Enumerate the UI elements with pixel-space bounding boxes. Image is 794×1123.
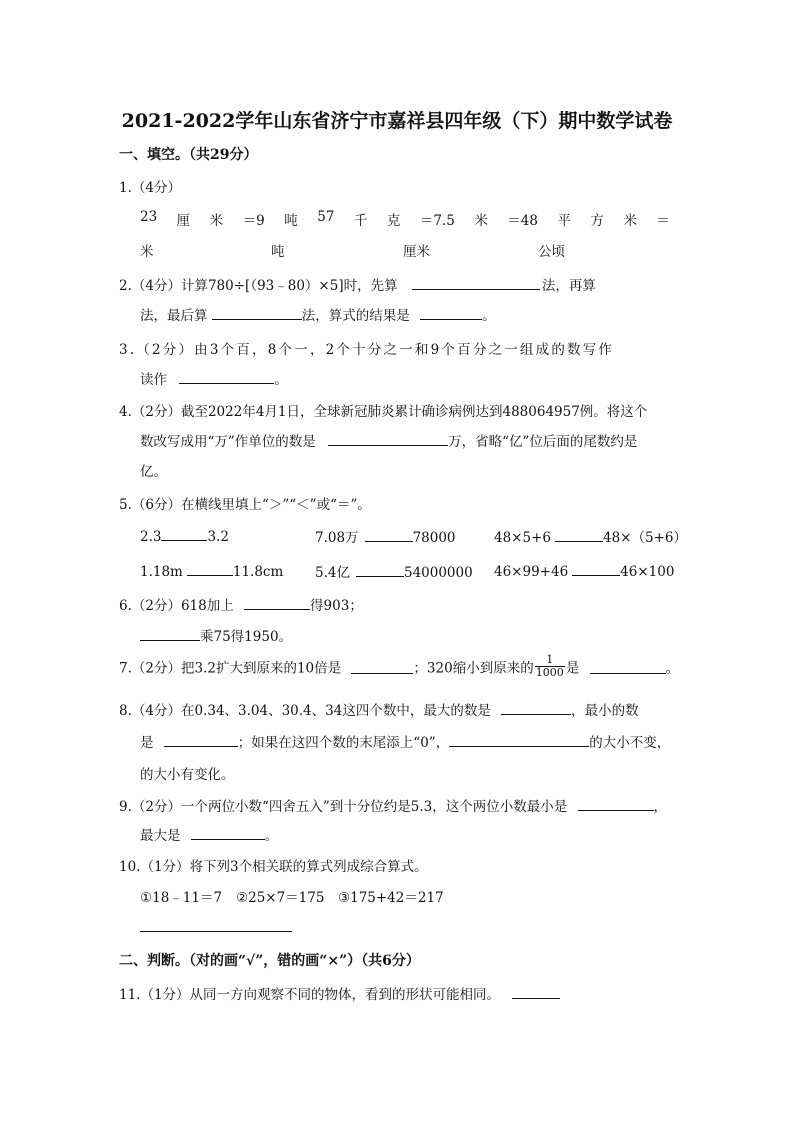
q1-token: 米 <box>474 213 488 229</box>
answer-line[interactable] <box>140 931 292 932</box>
question-10: 10.（1分）将下列3个相关联的算式列成综合算式。 <box>119 859 428 875</box>
question-5-header: 5.（6分）在横线里填上“＞”“＜”或“＝”。 <box>119 497 371 513</box>
q5-left: 48×5+6 <box>494 530 551 546</box>
q5-right: 3.2 <box>207 529 229 545</box>
q7-text: 。 <box>665 660 679 677</box>
expression-item: ③175+42＝217 <box>338 890 444 906</box>
q7-text: 是 <box>565 660 580 677</box>
fraction <box>535 654 565 679</box>
fraction-numerator: 1 <box>535 654 565 667</box>
q4-text: 万，省略“亿”位后面的尾数约是 <box>448 434 638 450</box>
question-9 <box>119 795 667 815</box>
question-9-line2 <box>140 824 278 844</box>
q1-unit: 公顷 <box>538 244 565 260</box>
q6-text: 6.（2分）618加上 <box>119 598 234 614</box>
answer-blank[interactable] <box>179 369 274 384</box>
answer-blank[interactable] <box>140 626 200 641</box>
q1-token: 吨 <box>284 213 298 229</box>
q1-token: 23 <box>140 209 158 225</box>
q1-token: 米 <box>623 213 637 229</box>
q2-text: 。 <box>482 308 496 324</box>
answer-blank[interactable] <box>328 431 448 446</box>
q3-text: 读作 <box>140 372 167 388</box>
q2-text: 2.（4分）计算780÷[（93﹣80）×5]时，先算 <box>119 278 398 294</box>
answer-blank[interactable] <box>572 561 620 576</box>
q5-right: 48×（5+6） <box>602 530 687 546</box>
expression-item: ②25×7＝175 <box>236 890 325 906</box>
q1-token: 米 <box>209 213 224 229</box>
q6-text: 得903； <box>310 598 363 614</box>
answer-blank[interactable] <box>512 984 560 999</box>
q5-right: 46×100 <box>620 564 675 580</box>
q2-text: 法，最后算 <box>140 308 208 324</box>
q5-right: 11.8cm <box>232 564 284 580</box>
q5-left: 1.18m <box>140 564 183 580</box>
q2-text: 法，再算 <box>541 278 596 294</box>
q7-text: ；320缩小到原来的 <box>413 660 534 677</box>
question-8 <box>119 699 639 719</box>
page-title: 2021-2022学年山东省济宁市嘉祥县四年级（下）期中数学试卷 <box>121 110 673 132</box>
comparison-item <box>315 526 456 546</box>
answer-blank[interactable] <box>578 796 654 811</box>
question-4-line3: 亿。 <box>140 464 167 480</box>
q7-text: 7.（2分）把3.2扩大到原来的10倍是 <box>119 660 342 677</box>
q3-text: 。 <box>274 372 288 388</box>
answer-blank[interactable] <box>365 527 413 542</box>
q1-unit: 厘米 <box>403 244 430 260</box>
question-6-line2 <box>140 625 292 645</box>
q9-text: 最大是 <box>140 828 181 844</box>
q8-text: 8.（4分）在0.34、3.04、30.4、34这四个数中，最大的数是 <box>119 703 491 719</box>
q8-text: 的大小不变， <box>589 735 671 751</box>
q5-left: 2.3 <box>140 529 162 545</box>
answer-blank[interactable] <box>449 732 589 747</box>
section-heading: 二、判断。（对的画“√”，错的画“×”）（共6分） <box>119 953 420 969</box>
fraction-denominator: 1000 <box>535 666 564 679</box>
q9-text: ， <box>653 799 668 815</box>
comparison-item <box>140 526 229 545</box>
comparison-item <box>494 561 674 580</box>
q1-token: 克 <box>386 213 401 229</box>
question-2 <box>119 274 596 294</box>
q4-text: 数改写成用“万”作单位的数是 <box>140 434 316 450</box>
answer-blank[interactable] <box>244 595 310 610</box>
answer-blank[interactable] <box>501 700 571 715</box>
q9-text: 9.（2分）一个两位小数“四舍五入”到十分位约是5.3，这个两位小数最小是 <box>119 799 568 815</box>
q8-text: 是 <box>140 735 154 751</box>
answer-blank[interactable] <box>590 659 666 674</box>
answer-blank[interactable] <box>164 732 238 747</box>
question-3-line2 <box>140 368 288 388</box>
q5-left: 5.4亿 <box>315 565 350 581</box>
question-4-line2 <box>140 430 637 450</box>
q5-right: 78000 <box>412 530 456 546</box>
question-1-header: 1.（4分） <box>119 180 181 196</box>
q5-left: 46×99+46 <box>494 564 569 580</box>
comparison-item <box>140 561 283 580</box>
q1-unit: 吨 <box>271 244 285 260</box>
q8-text: ；如果在这四个数的末尾添上“0”， <box>237 735 450 751</box>
answer-blank[interactable] <box>351 659 413 674</box>
answer-blank[interactable] <box>555 527 603 542</box>
q1-unit: 米 <box>140 244 154 260</box>
q11-text: 11.（1分）从同一方向观察不同的物体，看到的形状可能相同。 <box>119 987 501 1003</box>
answer-blank[interactable] <box>187 561 233 576</box>
q5-right: 54000000 <box>403 565 473 581</box>
q1-token: 平 <box>557 213 571 229</box>
q6-text: 乘75得1950。 <box>200 629 293 645</box>
q1-token: 厘 <box>176 213 191 229</box>
answer-blank[interactable] <box>212 305 302 320</box>
answer-blank[interactable] <box>161 526 207 541</box>
q9-text: 。 <box>264 828 279 844</box>
q5-left: 7.08万 <box>315 530 359 546</box>
q1-token: ＝ <box>656 213 670 229</box>
q2-text: 法，算式的结果是 <box>301 308 410 324</box>
expression-item: ①18﹣11＝7 <box>140 890 223 906</box>
question-11 <box>119 983 560 1003</box>
answer-blank[interactable] <box>412 275 540 290</box>
answer-blank[interactable] <box>191 825 265 840</box>
comparison-item <box>494 526 687 546</box>
question-8-line2 <box>140 731 670 751</box>
q1-token: 千 <box>353 213 368 229</box>
section-heading: 一、填空。（共29分） <box>119 147 258 163</box>
question-3: 3.（2分）由3个百，8个一，2个十分之一和9个百分之一组成的数写作 <box>119 342 615 358</box>
question-6 <box>119 594 363 614</box>
question-2-line2 <box>140 304 496 324</box>
q1-token: ＝7.5 <box>419 213 455 229</box>
question-1-row <box>140 209 670 229</box>
q1-token: ＝48 <box>507 213 538 229</box>
comparison-item <box>315 561 473 581</box>
answer-blank[interactable] <box>420 305 482 320</box>
answer-blank[interactable] <box>356 562 404 577</box>
q8-text: ，最小的数 <box>571 703 639 719</box>
q1-token: ＝9 <box>242 213 265 229</box>
q1-token: 57 <box>317 209 335 225</box>
question-4: 4.（2分）截至2022年4月1日，全球新冠肺炎累计确诊病例达到488064957例。将这个 <box>119 404 648 420</box>
question-7 <box>119 654 679 679</box>
q1-token: 方 <box>590 213 604 229</box>
question-8-line3: 的大小有变化。 <box>140 767 235 783</box>
